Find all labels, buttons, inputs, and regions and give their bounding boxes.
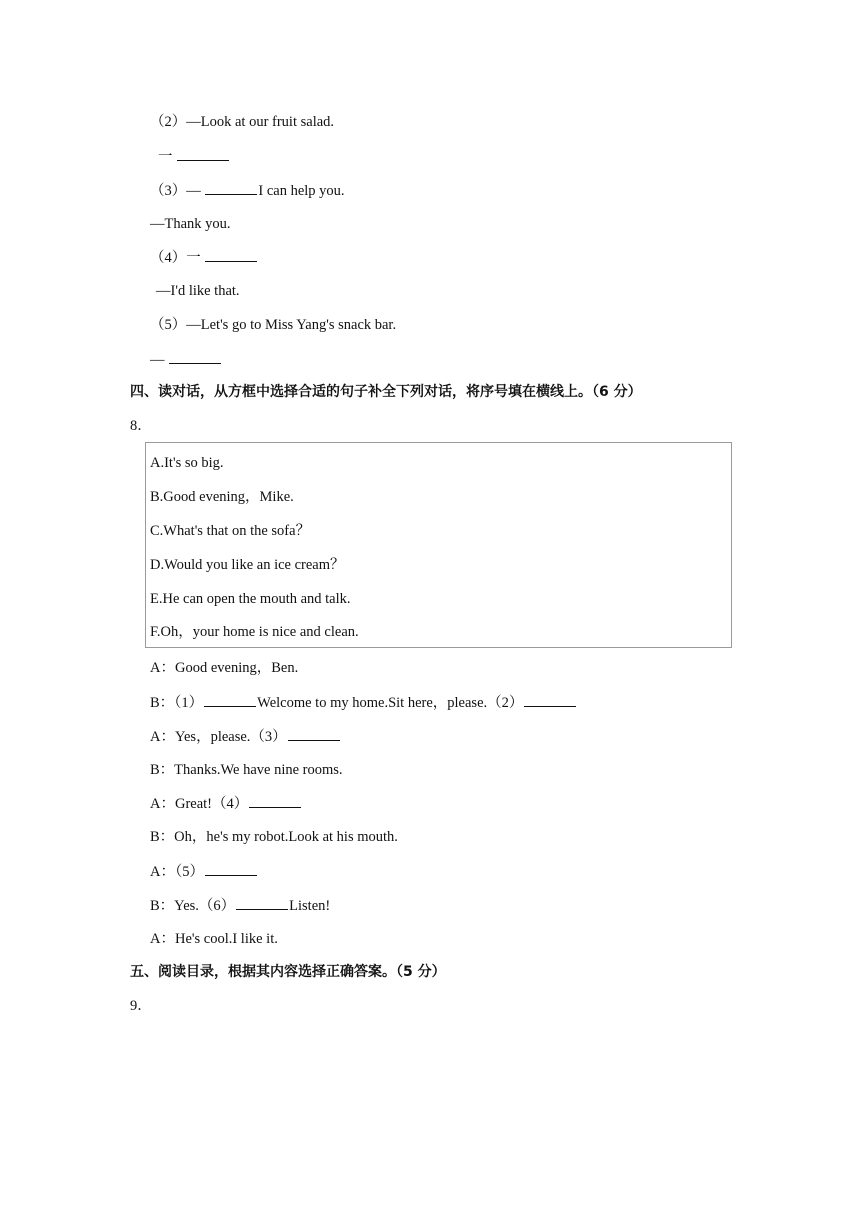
dialogue-line-8: B：Yes.（6） Listen!: [150, 898, 331, 914]
q3-question: （3）— I can help you.: [150, 183, 345, 199]
dialogue-line-1: A：Good evening，Ben.: [150, 660, 299, 676]
dialogue-line-5: A：Great!（4）: [150, 794, 302, 813]
dialogue-line-6: B：Oh，he's my robot.Look at his mouth.: [150, 829, 398, 845]
option-c: C.What's that on the sofa？: [150, 523, 311, 539]
options-box: [145, 442, 732, 648]
option-d: D.Would you like an ice cream？: [150, 557, 345, 573]
q4-response: —I'd like that.: [156, 283, 240, 299]
dialogue-line-9: A：He's cool.I like it.: [150, 931, 278, 947]
q2-answer-line: 一: [158, 147, 230, 166]
option-f: F.Oh，your home is nice and clean.: [150, 624, 359, 640]
answer-blank-3[interactable]: [288, 727, 340, 741]
answer-blank[interactable]: [177, 147, 229, 161]
option-a: A.It's so big.: [150, 455, 224, 471]
answer-blank-6[interactable]: [236, 896, 288, 910]
section-4-heading: 四、读对话，从方框中选择合适的句子补全下列对话，将序号填在横线上。（6 分）: [130, 384, 642, 400]
answer-blank[interactable]: [205, 248, 257, 262]
q4-question: （4）一: [150, 248, 258, 267]
dialogue-line-4: B：Thanks.We have nine rooms.: [150, 762, 343, 778]
q3-response: —Thank you.: [150, 216, 231, 232]
question-number-9: 9．: [130, 998, 152, 1014]
dialogue-line-3: A：Yes，please.（3）: [150, 727, 341, 746]
q5-question: （5）—Let's go to Miss Yang's snack bar.: [150, 317, 397, 333]
option-e: E.He can open the mouth and talk.: [150, 591, 351, 607]
answer-blank-5[interactable]: [205, 862, 257, 876]
option-b: B.Good evening，Mike.: [150, 489, 294, 505]
dialogue-line-2: B：（1） Welcome to my home.Sit here，please.（2）: [150, 693, 577, 712]
answer-blank-1[interactable]: [204, 693, 256, 707]
answer-blank-4[interactable]: [249, 794, 301, 808]
q5-answer-line: —: [150, 350, 222, 369]
dialogue-line-7: A：（5）: [150, 862, 258, 881]
answer-blank-2[interactable]: [524, 693, 576, 707]
answer-blank[interactable]: [205, 181, 257, 195]
answer-blank[interactable]: [169, 350, 221, 364]
section-5-heading: 五、阅读目录，根据其内容选择正确答案。（5 分）: [130, 964, 446, 980]
question-number-8: 8．: [130, 418, 152, 434]
q2-question: （2）—Look at our fruit salad.: [150, 114, 335, 130]
